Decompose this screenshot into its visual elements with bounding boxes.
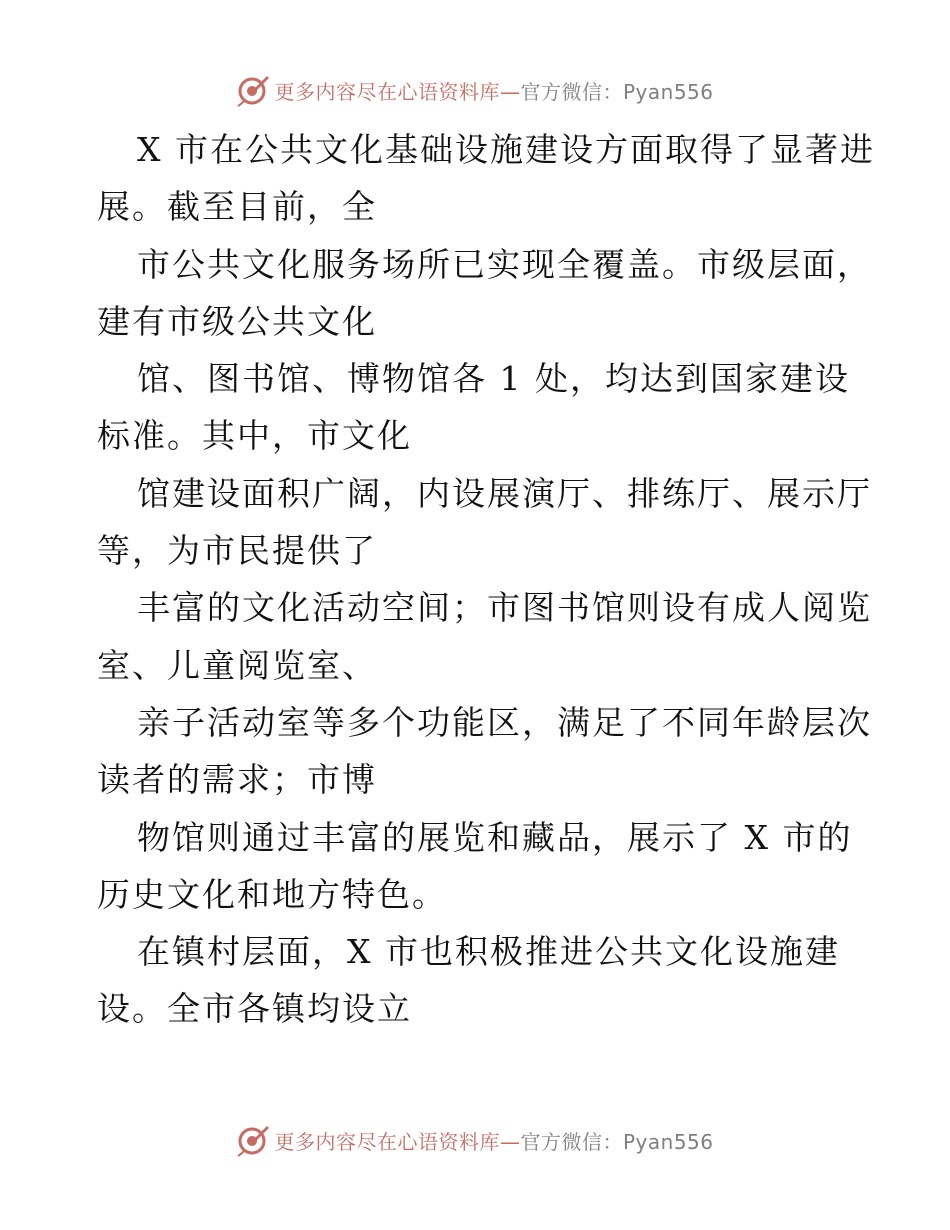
- text-line: 历史文化和地方特色。: [97, 874, 447, 914]
- text-line: 室、儿童阅览室、: [97, 645, 377, 685]
- header-banner-text: 更多内容尽在心语资料库—官方微信：Pyan556: [274, 79, 714, 104]
- footer-watermark: [0, 1120, 950, 1160]
- text-line: 设。全市各镇均设立: [97, 989, 412, 1029]
- text-line: 展。截至目前，全: [97, 187, 377, 227]
- pen-logo-icon: [236, 73, 270, 107]
- text-line: 读者的需求；市博: [97, 760, 377, 800]
- text-line: 馆、图书馆、博物馆各 1 处，均达到国家建设: [137, 359, 850, 399]
- pen-logo-icon: [236, 1123, 270, 1157]
- document-body: [97, 121, 875, 1038]
- text-line: 亲子活动室等多个功能区，满足了不同年龄层次: [137, 702, 872, 742]
- text-line: 丰富的文化活动空间；市图书馆则设有成人阅览: [137, 588, 872, 628]
- text-line: 等，为市民提供了: [97, 531, 377, 571]
- text-line: 市公共文化服务场所已实现全覆盖。市级层面，: [137, 244, 872, 284]
- text-line: 标准。其中，市文化: [97, 416, 412, 456]
- text-line: 馆建设面积广阔，内设展演厅、排练厅、展示厅: [137, 473, 872, 513]
- text-line: 建有市级公共文化: [97, 301, 377, 341]
- header-watermark: [0, 70, 950, 110]
- footer-banner-text: 更多内容尽在心语资料库—官方微信：Pyan556: [274, 1129, 714, 1154]
- text-line: 物馆则通过丰富的展览和藏品，展示了 X 市的: [137, 817, 853, 857]
- text-line: X 市在公共文化基础设施建设方面取得了显著进: [137, 130, 875, 169]
- text-line: 在镇村层面，X 市也积极推进公共文化设施建: [137, 932, 840, 972]
